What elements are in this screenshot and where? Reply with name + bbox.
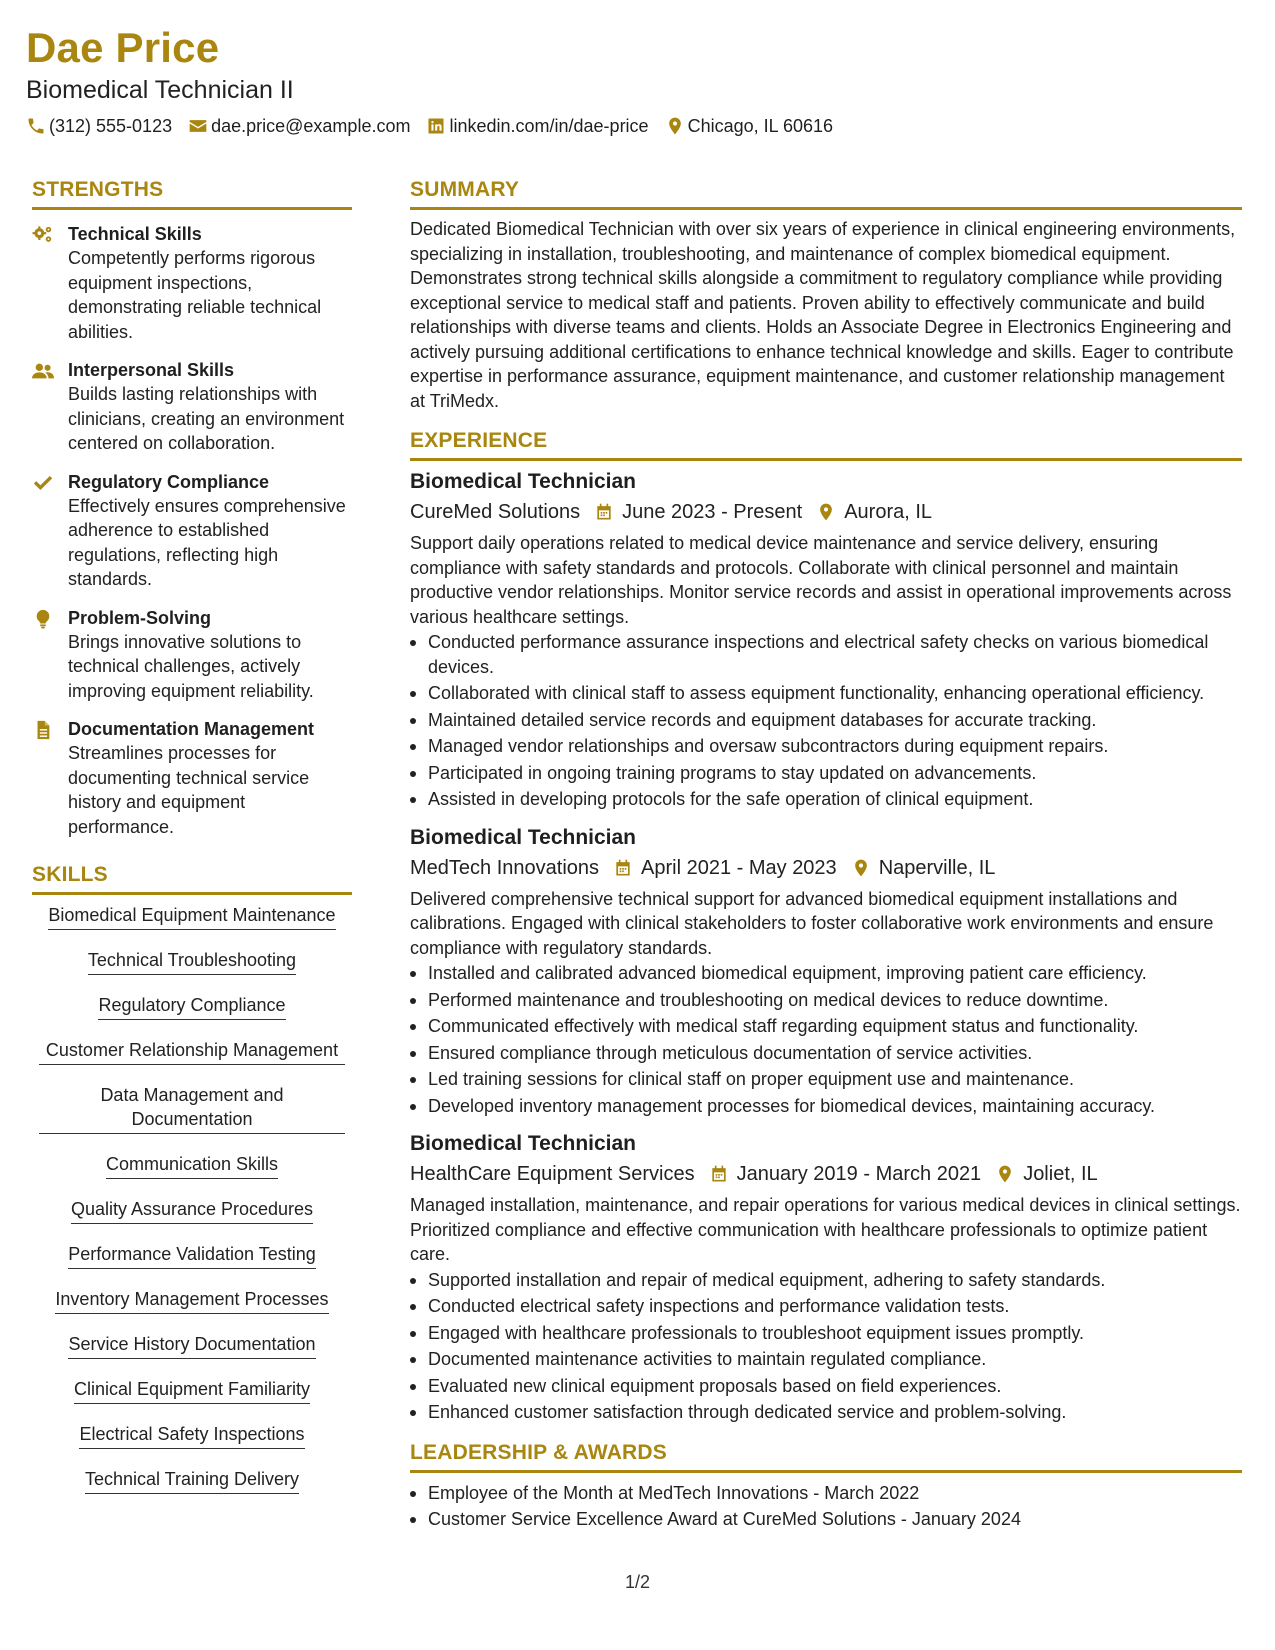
job-bullet: Supported installation and repair of medical equipment, adhering to safety standards. <box>410 1268 1242 1293</box>
job-location: Naperville, IL <box>878 856 996 879</box>
strengths-list <box>32 222 352 839</box>
job-company: CureMed Solutions <box>410 501 581 523</box>
skill-tag: Clinical Equipment Familiarity <box>74 1377 310 1404</box>
strength-title: Documentation Management <box>68 719 315 739</box>
job-bullets <box>410 961 1242 1118</box>
job-bullets <box>410 630 1242 812</box>
awards-list <box>410 1481 1242 1532</box>
phone-icon <box>26 116 46 136</box>
map-pin-icon <box>851 858 871 878</box>
strength-desc: Streamlines processes for documenting technical service history and equipment performance. <box>68 743 310 837</box>
skill-tag: Data Management and Documentation <box>39 1083 345 1134</box>
right-column <box>410 176 1242 1534</box>
strengths-heading: STRENGTHS <box>32 178 164 201</box>
contact-linkedin[interactable] <box>426 114 648 138</box>
job-entry <box>410 824 1242 1119</box>
experience-divider <box>410 458 1242 461</box>
award-item: Customer Service Excellence Award at CureMed Solutions - January 2024 <box>410 1507 1242 1532</box>
skill-tag: Technical Troubleshooting <box>88 948 296 975</box>
strength-desc: Competently performs rigorous equipment inspections, demonstrating reliable technical abilities. <box>68 248 322 342</box>
resume-header <box>26 24 1246 138</box>
skill-tag: Regulatory Compliance <box>98 993 285 1020</box>
skill-tag: Inventory Management Processes <box>55 1287 328 1314</box>
strength-title: Interpersonal Skills <box>68 360 235 380</box>
calendar-icon <box>613 858 633 878</box>
job-meta <box>410 854 1242 882</box>
skills-heading: SKILLS <box>32 863 108 886</box>
job-company: HealthCare Equipment Services <box>410 1163 695 1185</box>
job-meta <box>410 498 1242 526</box>
map-pin-icon <box>665 116 685 136</box>
strength-item <box>32 222 352 344</box>
job-bullet: Installed and calibrated advanced biomedical equipment, improving patient care efficiency. <box>410 961 1242 986</box>
strength-title: Regulatory Compliance <box>68 471 270 492</box>
left-column <box>32 176 352 1512</box>
job-bullet: Conducted electrical safety inspections and performance validation tests. <box>410 1294 1242 1319</box>
job-dates: April 2021 - May 2023 <box>641 856 837 879</box>
strength-item <box>32 606 352 704</box>
strength-title: Technical Skills <box>68 224 202 244</box>
job-bullet: Documented maintenance activities to maintain regulated compliance. <box>410 1347 1242 1372</box>
job-description: Delivered comprehensive technical support for advanced biomedical equipment installations and calibrations. Engaged with clinical stakeholders to foster collaborative work environments and ensure compliance with regulatory standards. <box>410 888 1214 958</box>
contact-email[interactable] <box>188 114 410 138</box>
job-entry <box>410 1130 1242 1425</box>
job-bullet: Conducted performance assurance inspections and electrical safety checks on various biomedical devices. <box>410 630 1242 679</box>
job-bullet: Performed maintenance and troubleshooting on medical devices to reduce downtime. <box>410 988 1242 1013</box>
skill-tag: Performance Validation Testing <box>68 1242 315 1269</box>
contact-phone[interactable] <box>26 114 172 138</box>
users-icon <box>32 361 54 381</box>
skill-tag: Technical Training Delivery <box>85 1467 299 1494</box>
job-dates: January 2019 - March 2021 <box>736 1163 982 1185</box>
job-title: Biomedical Technician <box>410 825 637 849</box>
candidate-headline: Biomedical Technician II <box>26 76 294 104</box>
lightbulb-icon <box>32 609 54 629</box>
skill-tag: Electrical Safety Inspections <box>79 1422 304 1449</box>
job-bullet: Ensured compliance through meticulous documentation of service activities. <box>410 1041 1242 1066</box>
map-pin-icon <box>816 502 836 522</box>
contact-location <box>665 114 833 138</box>
skills-list <box>32 903 352 1494</box>
linkedin-icon <box>426 116 446 136</box>
job-company: MedTech Innovations <box>410 856 600 879</box>
skill-tag: Service History Documentation <box>68 1332 315 1359</box>
summary-text: Dedicated Biomedical Technician with over six years of experience in clinical engineering environments, specializing in installation, troubleshooting, and maintenance of complex biomedical equipment. Demonstrates strong technical skills alongside a commitment to regulatory compliance while providing exceptional service to medical staff and patients. Proven ability to effectively communicate and build relationships with diverse teams and clients. Holds an Associate Degree in Electronics Engineering and actively pursuing additional certifications to enhance technical knowledge and skills. Eager to contribute expertise in performance assurance, equipment maintenance, and customer relationship management at TriMedx. <box>410 219 1236 411</box>
summary-heading: SUMMARY <box>410 178 520 201</box>
contact-linkedin-text: linkedin.com/in/dae-price <box>449 116 649 136</box>
job-location: Aurora, IL <box>844 501 933 523</box>
gears-icon <box>32 225 54 245</box>
strength-desc: Builds lasting relationships with clinicians, creating an environment centered on collaboration. <box>68 384 345 453</box>
check-icon <box>32 473 54 493</box>
job-description: Support daily operations related to medical device maintenance and service delivery, ensuring compliance with safety standards and protocols. Collaborate with clinical personnel and maintain productive vendor relationships. Monitor service records and assist in operational improvements across various healthcare settings. <box>410 533 1232 627</box>
strength-desc: Effectively ensures comprehensive adherence to established regulations, reflecting high standards. <box>68 495 346 589</box>
job-meta <box>410 1160 1242 1188</box>
job-bullet: Managed vendor relationships and oversaw subcontractors during equipment repairs. <box>410 734 1242 759</box>
awards-heading: LEADERSHIP & AWARDS <box>410 1440 667 1464</box>
experience-heading: EXPERIENCE <box>410 429 548 452</box>
document-icon <box>32 720 54 740</box>
job-bullets <box>410 1268 1242 1425</box>
job-bullet: Evaluated new clinical equipment proposals based on field experiences. <box>410 1374 1242 1399</box>
job-bullet: Collaborated with clinical staff to assess equipment functionality, enhancing operational efficiency. <box>410 681 1242 706</box>
job-description: Managed installation, maintenance, and repair operations for various medical devices in clinical settings. Prioritized compliance and effective communication with healthcare professionals to optimize patient care. <box>410 1195 1241 1264</box>
job-bullet: Communicated effectively with medical staff regarding equipment status and functionality. <box>410 1014 1242 1039</box>
job-title: Biomedical Technician <box>410 1132 637 1155</box>
job-bullet: Engaged with healthcare professionals to troubleshoot equipment issues promptly. <box>410 1321 1242 1346</box>
strength-item <box>32 470 352 592</box>
skill-tag: Customer Relationship Management <box>39 1038 345 1065</box>
contact-email-text: dae.price@example.com <box>211 116 411 136</box>
page-number: 1/2 <box>624 1572 651 1592</box>
contact-bar <box>26 114 1246 138</box>
skill-tag: Quality Assurance Procedures <box>71 1197 313 1224</box>
envelope-icon <box>188 116 208 136</box>
summary-divider <box>410 207 1242 210</box>
strengths-divider <box>32 207 352 210</box>
strength-desc: Brings innovative solutions to technical challenges, actively improving equipment reliability. <box>68 631 314 701</box>
job-bullet: Maintained detailed service records and equipment databases for accurate tracking. <box>410 708 1242 733</box>
job-dates: June 2023 - Present <box>622 501 803 523</box>
skill-tag: Communication Skills <box>106 1152 278 1179</box>
job-location: Joliet, IL <box>1023 1163 1098 1185</box>
strength-title: Problem-Solving <box>68 607 212 628</box>
awards-divider <box>410 1470 1242 1473</box>
skills-divider <box>32 892 352 895</box>
job-title: Biomedical Technician <box>410 470 637 493</box>
strength-item <box>32 717 352 839</box>
strength-item <box>32 358 352 456</box>
job-bullet: Developed inventory management processes for biomedical devices, maintaining accuracy. <box>410 1094 1242 1119</box>
calendar-icon <box>594 502 614 522</box>
job-bullet: Enhanced customer satisfaction through dedicated service and problem-solving. <box>410 1400 1242 1425</box>
skill-tag: Biomedical Equipment Maintenance <box>48 903 335 930</box>
contact-location-text: Chicago, IL 60616 <box>687 116 834 136</box>
job-bullet: Assisted in developing protocols for the safe operation of clinical equipment. <box>410 787 1242 812</box>
map-pin-icon <box>995 1164 1015 1184</box>
candidate-name: Dae Price <box>26 24 220 71</box>
calendar-icon <box>709 1164 729 1184</box>
job-bullet: Led training sessions for clinical staff on proper equipment use and maintenance. <box>410 1067 1242 1092</box>
job-bullet: Participated in ongoing training programs to stay updated on advancements. <box>410 761 1242 786</box>
award-item: Employee of the Month at MedTech Innovations - March 2022 <box>410 1481 1242 1506</box>
job-entry <box>410 468 1242 812</box>
contact-phone-text: (312) 555-0123 <box>49 116 173 136</box>
